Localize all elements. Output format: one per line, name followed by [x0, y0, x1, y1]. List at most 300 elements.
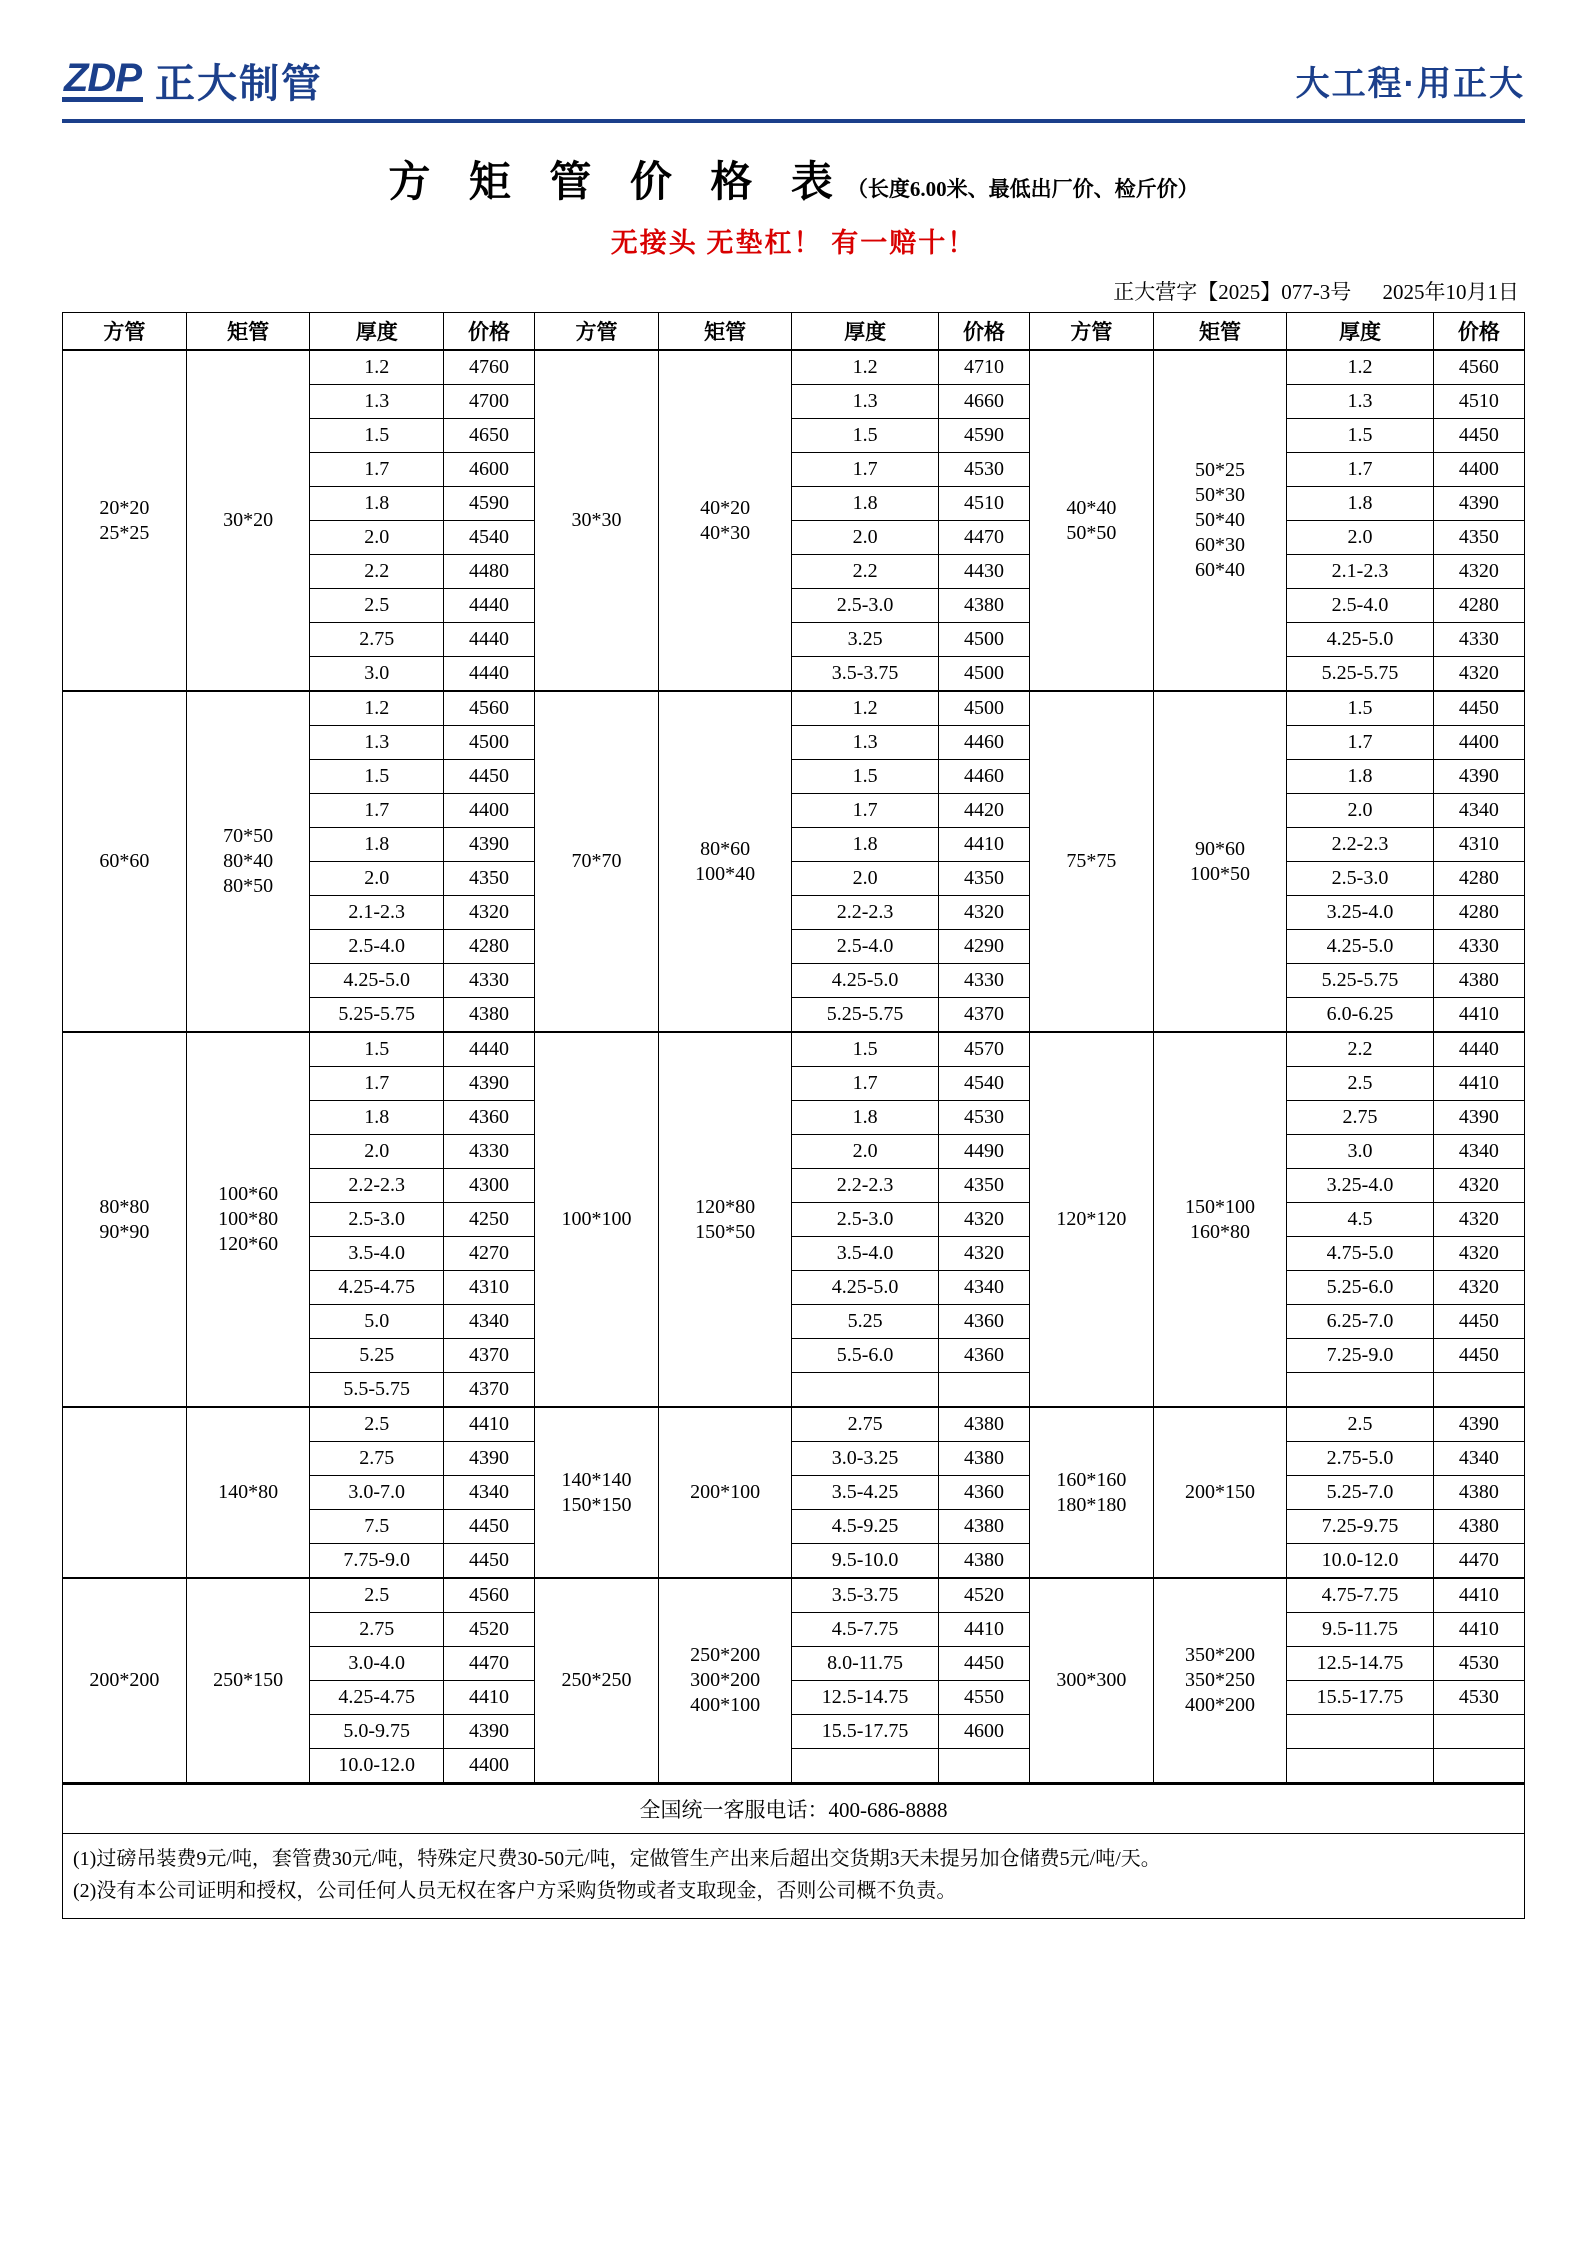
thickness-cell: 4.25-5.0	[1287, 930, 1434, 964]
thickness-cell: 2.5-3.0	[310, 1203, 443, 1237]
thickness-cell: 3.0	[1287, 1135, 1434, 1169]
price-cell: 4440	[443, 589, 534, 623]
thickness-cell: 1.5	[310, 419, 443, 453]
thickness-cell: 3.0	[310, 657, 443, 692]
price-cell	[1433, 1749, 1524, 1783]
price-cell: 4310	[443, 1271, 534, 1305]
price-cell: 4390	[1433, 487, 1524, 521]
table-row	[63, 350, 1525, 385]
rect-spec-cell: 100*60 100*80 120*60	[186, 1032, 310, 1407]
title-row	[62, 149, 1525, 209]
price-cell: 4330	[1433, 930, 1524, 964]
rect-spec-cell: 200*150	[1153, 1407, 1286, 1578]
col-header-square-2: 方管	[535, 313, 659, 351]
price-cell: 4370	[938, 998, 1029, 1033]
price-cell: 4390	[1433, 760, 1524, 794]
price-cell: 4410	[1433, 1613, 1524, 1647]
price-cell: 4340	[1433, 794, 1524, 828]
price-cell: 4560	[443, 691, 534, 726]
square-spec-cell: 20*20 25*25	[63, 350, 187, 691]
price-cell: 4470	[938, 521, 1029, 555]
thickness-cell: 3.5-3.75	[792, 657, 939, 692]
thickness-cell: 1.5	[792, 1032, 939, 1067]
col-header-thickness-1: 厚度	[310, 313, 443, 351]
thickness-cell: 4.75-7.75	[1287, 1578, 1434, 1613]
price-cell: 4440	[1433, 1032, 1524, 1067]
thickness-cell: 2.2	[1287, 1032, 1434, 1067]
company-slogan: 大工程·用正大	[1295, 65, 1525, 103]
thickness-cell: 3.5-4.0	[792, 1237, 939, 1271]
thickness-cell: 1.7	[310, 794, 443, 828]
thickness-cell: 2.0	[792, 1135, 939, 1169]
rect-spec-cell: 150*100 160*80	[1153, 1032, 1286, 1407]
footer-note-1: (1)过磅吊装费9元/吨，套管费30元/吨，特殊定尺费30-50元/吨，定做管生产出来后超出交货期3天未提另加仓储费5元/吨/天。	[73, 1848, 1161, 1870]
price-cell: 4320	[1433, 1203, 1524, 1237]
thickness-cell: 7.25-9.75	[1287, 1510, 1434, 1544]
price-cell: 4360	[938, 1339, 1029, 1373]
thickness-cell: 7.5	[310, 1510, 443, 1544]
thickness-cell: 1.5	[1287, 691, 1434, 726]
thickness-cell: 2.75	[792, 1407, 939, 1442]
price-cell: 4450	[443, 760, 534, 794]
thickness-cell: 1.3	[310, 385, 443, 419]
price-cell: 4510	[1433, 385, 1524, 419]
square-spec-cell	[63, 1407, 187, 1578]
price-cell: 4380	[938, 1442, 1029, 1476]
thickness-cell: 6.25-7.0	[1287, 1305, 1434, 1339]
rect-spec-cell: 90*60 100*50	[1153, 691, 1286, 1032]
price-cell: 4390	[443, 1442, 534, 1476]
thickness-cell: 1.8	[792, 487, 939, 521]
price-cell: 4450	[1433, 1305, 1524, 1339]
price-cell: 4590	[443, 487, 534, 521]
rect-spec-cell: 70*50 80*40 80*50	[186, 691, 310, 1032]
price-cell: 4390	[443, 1715, 534, 1749]
col-header-price-3: 价格	[1433, 313, 1524, 351]
price-cell: 4340	[1433, 1442, 1524, 1476]
price-cell: 4440	[443, 1032, 534, 1067]
thickness-cell: 5.25-5.75	[792, 998, 939, 1033]
thickness-cell: 10.0-12.0	[310, 1749, 443, 1783]
thickness-cell: 2.5-3.0	[792, 1203, 939, 1237]
promise-banner: 无接头 无垫杠！ 有一赔十！	[610, 228, 977, 258]
price-cell: 4710	[938, 350, 1029, 385]
price-cell: 4360	[443, 1101, 534, 1135]
square-spec-cell: 160*160 180*180	[1030, 1407, 1154, 1578]
customer-service-phone: 全国统一客服电话：400-686-8888	[62, 1783, 1525, 1834]
thickness-cell: 3.25-4.0	[1287, 896, 1434, 930]
table-row	[63, 1032, 1525, 1067]
price-cell: 4380	[1433, 964, 1524, 998]
thickness-cell: 2.5	[1287, 1067, 1434, 1101]
price-cell: 4380	[443, 998, 534, 1033]
thickness-cell: 3.0-4.0	[310, 1647, 443, 1681]
footer-note-2: (2)没有本公司证明和授权，公司任何人员无权在客户方采购货物或者支取现金，否则公司概不负责。	[73, 1880, 957, 1902]
square-spec-cell: 80*80 90*90	[63, 1032, 187, 1407]
thickness-cell: 4.25-5.0	[792, 1271, 939, 1305]
thickness-cell: 1.7	[792, 1067, 939, 1101]
price-cell: 4370	[443, 1339, 534, 1373]
rect-spec-cell: 250*150	[186, 1578, 310, 1783]
logo-company-name: 正大制管	[155, 62, 323, 106]
price-cell: 4410	[938, 1613, 1029, 1647]
thickness-cell: 2.75-5.0	[1287, 1442, 1434, 1476]
price-cell: 4330	[1433, 623, 1524, 657]
price-cell: 4530	[1433, 1647, 1524, 1681]
footer-notes	[62, 1834, 1525, 1919]
price-cell: 4650	[443, 419, 534, 453]
price-cell	[1433, 1715, 1524, 1749]
price-cell: 4380	[938, 1510, 1029, 1544]
thickness-cell: 3.5-4.0	[310, 1237, 443, 1271]
price-cell: 4410	[1433, 998, 1524, 1033]
thickness-cell	[1287, 1749, 1434, 1783]
price-cell: 4320	[938, 896, 1029, 930]
thickness-cell: 1.3	[792, 385, 939, 419]
table-row	[63, 691, 1525, 726]
price-cell: 4540	[938, 1067, 1029, 1101]
thickness-cell	[792, 1749, 939, 1783]
square-spec-cell: 30*30	[535, 350, 659, 691]
price-cell: 4500	[938, 657, 1029, 692]
table-row	[63, 1407, 1525, 1442]
col-header-price-2: 价格	[938, 313, 1029, 351]
thickness-cell: 1.2	[792, 691, 939, 726]
price-cell: 4400	[1433, 453, 1524, 487]
thickness-cell: 1.3	[1287, 385, 1434, 419]
price-cell: 4390	[443, 1067, 534, 1101]
price-cell: 4320	[1433, 1169, 1524, 1203]
square-spec-cell: 300*300	[1030, 1578, 1154, 1783]
price-cell: 4320	[443, 896, 534, 930]
price-cell: 4330	[938, 964, 1029, 998]
thickness-cell: 4.25-5.0	[792, 964, 939, 998]
thickness-cell: 2.5	[310, 589, 443, 623]
thickness-cell: 1.8	[792, 1101, 939, 1135]
thickness-cell: 1.8	[1287, 487, 1434, 521]
thickness-cell: 2.5-3.0	[1287, 862, 1434, 896]
thickness-cell: 4.75-5.0	[1287, 1237, 1434, 1271]
thickness-cell: 5.0-9.75	[310, 1715, 443, 1749]
thickness-cell: 2.0	[1287, 794, 1434, 828]
thickness-cell: 1.7	[1287, 453, 1434, 487]
thickness-cell: 1.3	[310, 726, 443, 760]
rect-spec-cell: 200*100	[658, 1407, 791, 1578]
thickness-cell: 2.75	[310, 1613, 443, 1647]
rect-spec-cell: 50*25 50*30 50*40 60*30 60*40	[1153, 350, 1286, 691]
table-row	[63, 1578, 1525, 1613]
price-cell: 4450	[1433, 1339, 1524, 1373]
square-spec-cell: 60*60	[63, 691, 187, 1032]
thickness-cell: 1.2	[1287, 350, 1434, 385]
price-cell: 4430	[938, 555, 1029, 589]
price-cell: 4280	[1433, 862, 1524, 896]
thickness-cell: 7.75-9.0	[310, 1544, 443, 1579]
col-header-thickness-3: 厚度	[1287, 313, 1434, 351]
price-cell: 4380	[938, 1544, 1029, 1579]
title-note: （长度6.00米、最低出厂价、检斤价）	[846, 177, 1199, 201]
col-header-price-1: 价格	[443, 313, 534, 351]
price-cell: 4660	[938, 385, 1029, 419]
thickness-cell: 5.5-6.0	[792, 1339, 939, 1373]
thickness-cell: 4.5-9.25	[792, 1510, 939, 1544]
price-cell: 4700	[443, 385, 534, 419]
logo-mark-zdp: ZDP	[64, 56, 141, 100]
price-cell: 4480	[443, 555, 534, 589]
thickness-cell: 1.2	[310, 350, 443, 385]
thickness-cell: 1.7	[310, 1067, 443, 1101]
price-cell: 4390	[1433, 1101, 1524, 1135]
thickness-cell	[1287, 1715, 1434, 1749]
thickness-cell: 1.7	[1287, 726, 1434, 760]
price-cell	[1433, 1373, 1524, 1408]
thickness-cell: 10.0-12.0	[1287, 1544, 1434, 1579]
price-cell: 4530	[1433, 1681, 1524, 1715]
rect-spec-cell: 120*80 150*50	[658, 1032, 791, 1407]
thickness-cell: 1.8	[310, 828, 443, 862]
company-logo	[62, 52, 323, 109]
thickness-cell: 12.5-14.75	[792, 1681, 939, 1715]
thickness-cell: 5.5-5.75	[310, 1373, 443, 1408]
thickness-cell: 1.7	[792, 794, 939, 828]
thickness-cell: 12.5-14.75	[1287, 1647, 1434, 1681]
thickness-cell: 2.5-3.0	[792, 589, 939, 623]
thickness-cell: 1.3	[792, 726, 939, 760]
thickness-cell: 2.2	[792, 555, 939, 589]
thickness-cell: 5.25	[310, 1339, 443, 1373]
price-cell: 4500	[938, 623, 1029, 657]
price-cell: 4270	[443, 1237, 534, 1271]
col-header-square-3: 方管	[1030, 313, 1154, 351]
thickness-cell: 5.25-5.75	[1287, 657, 1434, 692]
thickness-cell: 2.2	[310, 555, 443, 589]
price-cell	[938, 1373, 1029, 1408]
price-cell: 4320	[938, 1203, 1029, 1237]
thickness-cell: 2.75	[310, 1442, 443, 1476]
thickness-cell: 4.25-5.0	[310, 964, 443, 998]
price-cell: 4380	[1433, 1510, 1524, 1544]
price-cell: 4420	[938, 794, 1029, 828]
price-cell: 4410	[443, 1681, 534, 1715]
price-cell: 4390	[443, 828, 534, 862]
thickness-cell: 1.8	[310, 487, 443, 521]
thickness-cell: 2.2-2.3	[792, 896, 939, 930]
thickness-cell: 2.0	[310, 862, 443, 896]
price-cell	[938, 1749, 1029, 1783]
price-cell: 4340	[443, 1305, 534, 1339]
document-meta	[62, 276, 1525, 306]
thickness-cell: 2.2-2.3	[310, 1169, 443, 1203]
price-cell: 4310	[1433, 828, 1524, 862]
col-header-rect-3: 矩管	[1153, 313, 1286, 351]
price-cell: 4400	[443, 1749, 534, 1783]
thickness-cell	[792, 1373, 939, 1408]
price-cell: 4530	[938, 453, 1029, 487]
price-cell: 4540	[443, 521, 534, 555]
thickness-cell: 5.25-5.75	[310, 998, 443, 1033]
document-header	[62, 52, 1525, 123]
price-cell: 4390	[1433, 1407, 1524, 1442]
thickness-cell	[1287, 1373, 1434, 1408]
thickness-cell: 1.5	[1287, 419, 1434, 453]
price-cell: 4500	[443, 726, 534, 760]
document-number: 正大营字【2025】077-3号	[1113, 280, 1352, 304]
price-cell: 4510	[938, 487, 1029, 521]
square-spec-cell: 70*70	[535, 691, 659, 1032]
col-header-rect-1: 矩管	[186, 313, 310, 351]
price-cell: 4460	[938, 760, 1029, 794]
rect-spec-cell: 30*20	[186, 350, 310, 691]
col-header-thickness-2: 厚度	[792, 313, 939, 351]
price-cell: 4450	[1433, 419, 1524, 453]
square-spec-cell: 140*140 150*150	[535, 1407, 659, 1578]
thickness-cell: 5.25	[792, 1305, 939, 1339]
square-spec-cell: 250*250	[535, 1578, 659, 1783]
price-cell: 4410	[1433, 1067, 1524, 1101]
square-spec-cell: 100*100	[535, 1032, 659, 1407]
thickness-cell: 2.75	[310, 623, 443, 657]
thickness-cell: 3.5-3.75	[792, 1578, 939, 1613]
price-cell: 4470	[1433, 1544, 1524, 1579]
price-cell: 4520	[938, 1578, 1029, 1613]
thickness-cell: 1.5	[310, 1032, 443, 1067]
price-cell: 4440	[443, 657, 534, 692]
thickness-cell: 15.5-17.75	[792, 1715, 939, 1749]
thickness-cell: 2.2-2.3	[792, 1169, 939, 1203]
price-cell: 4250	[443, 1203, 534, 1237]
price-cell: 4380	[1433, 1476, 1524, 1510]
price-cell: 4590	[938, 419, 1029, 453]
price-cell: 4320	[938, 1237, 1029, 1271]
thickness-cell: 1.5	[310, 760, 443, 794]
square-spec-cell: 75*75	[1030, 691, 1154, 1032]
price-cell: 4320	[1433, 657, 1524, 692]
price-cell: 4340	[443, 1476, 534, 1510]
price-cell: 4600	[443, 453, 534, 487]
thickness-cell: 2.1-2.3	[310, 896, 443, 930]
thickness-cell: 2.75	[1287, 1101, 1434, 1135]
thickness-cell: 2.1-2.3	[1287, 555, 1434, 589]
price-cell: 4410	[443, 1407, 534, 1442]
thickness-cell: 4.25-5.0	[1287, 623, 1434, 657]
square-spec-cell: 120*120	[1030, 1032, 1154, 1407]
price-cell: 4340	[1433, 1135, 1524, 1169]
price-cell: 4370	[443, 1373, 534, 1408]
thickness-cell: 1.8	[792, 828, 939, 862]
thickness-cell: 4.25-4.75	[310, 1271, 443, 1305]
thickness-cell: 4.5-7.75	[792, 1613, 939, 1647]
price-cell: 4760	[443, 350, 534, 385]
thickness-cell: 3.0-7.0	[310, 1476, 443, 1510]
price-cell: 4350	[938, 862, 1029, 896]
price-cell: 4570	[938, 1032, 1029, 1067]
price-cell: 4360	[938, 1305, 1029, 1339]
price-cell: 4330	[443, 964, 534, 998]
thickness-cell: 1.5	[792, 760, 939, 794]
thickness-cell: 7.25-9.0	[1287, 1339, 1434, 1373]
price-cell: 4560	[1433, 350, 1524, 385]
rect-spec-cell: 140*80	[186, 1407, 310, 1578]
price-cell: 4300	[443, 1169, 534, 1203]
thickness-cell: 9.5-11.75	[1287, 1613, 1434, 1647]
price-cell: 4400	[443, 794, 534, 828]
rect-spec-cell: 350*200 350*250 400*200	[1153, 1578, 1286, 1783]
thickness-cell: 3.25-4.0	[1287, 1169, 1434, 1203]
price-cell: 4350	[938, 1169, 1029, 1203]
col-header-rect-2: 矩管	[658, 313, 791, 351]
thickness-cell: 1.2	[792, 350, 939, 385]
price-cell: 4330	[443, 1135, 534, 1169]
thickness-cell: 3.5-4.25	[792, 1476, 939, 1510]
thickness-cell: 1.5	[792, 419, 939, 453]
price-cell: 4470	[443, 1647, 534, 1681]
price-cell: 4280	[1433, 589, 1524, 623]
price-cell: 4520	[443, 1613, 534, 1647]
price-cell: 4500	[938, 691, 1029, 726]
price-cell: 4450	[1433, 691, 1524, 726]
price-cell: 4350	[1433, 521, 1524, 555]
price-cell: 4460	[938, 726, 1029, 760]
price-cell: 4380	[938, 589, 1029, 623]
thickness-cell: 1.8	[1287, 760, 1434, 794]
thickness-cell: 2.5	[310, 1578, 443, 1613]
thickness-cell: 2.5-4.0	[310, 930, 443, 964]
thickness-cell: 2.5-4.0	[792, 930, 939, 964]
thickness-cell: 3.25	[792, 623, 939, 657]
page-title: 方 矩 管 价 格 表	[388, 160, 847, 206]
price-cell: 4320	[1433, 1271, 1524, 1305]
price-cell: 4290	[938, 930, 1029, 964]
thickness-cell: 2.5	[310, 1407, 443, 1442]
price-cell: 4600	[938, 1715, 1029, 1749]
thickness-cell: 1.7	[792, 453, 939, 487]
price-cell: 4360	[938, 1476, 1029, 1510]
rect-spec-cell: 40*20 40*30	[658, 350, 791, 691]
thickness-cell: 4.5	[1287, 1203, 1434, 1237]
thickness-cell: 4.25-4.75	[310, 1681, 443, 1715]
price-cell: 4280	[1433, 896, 1524, 930]
thickness-cell: 2.5-4.0	[1287, 589, 1434, 623]
price-cell: 4280	[443, 930, 534, 964]
thickness-cell: 2.0	[310, 521, 443, 555]
thickness-cell: 5.25-5.75	[1287, 964, 1434, 998]
rect-spec-cell: 250*200 300*200 400*100	[658, 1578, 791, 1783]
thickness-cell: 2.5	[1287, 1407, 1434, 1442]
thickness-cell: 9.5-10.0	[792, 1544, 939, 1579]
price-cell: 4550	[938, 1681, 1029, 1715]
thickness-cell: 2.2-2.3	[1287, 828, 1434, 862]
price-cell: 4340	[938, 1271, 1029, 1305]
price-cell: 4490	[938, 1135, 1029, 1169]
price-cell: 4380	[938, 1407, 1029, 1442]
thickness-cell: 8.0-11.75	[792, 1647, 939, 1681]
thickness-cell: 3.0-3.25	[792, 1442, 939, 1476]
thickness-cell: 2.0	[792, 521, 939, 555]
table-header-row	[63, 313, 1525, 351]
price-cell: 4320	[1433, 1237, 1524, 1271]
thickness-cell: 1.7	[310, 453, 443, 487]
document-date: 2025年10月1日	[1382, 280, 1519, 304]
price-cell: 4450	[938, 1647, 1029, 1681]
price-cell: 4530	[938, 1101, 1029, 1135]
price-table	[62, 312, 1525, 1783]
price-cell: 4350	[443, 862, 534, 896]
thickness-cell: 2.0	[310, 1135, 443, 1169]
thickness-cell: 2.0	[1287, 521, 1434, 555]
thickness-cell: 2.0	[792, 862, 939, 896]
price-cell: 4320	[1433, 555, 1524, 589]
thickness-cell: 5.25-6.0	[1287, 1271, 1434, 1305]
